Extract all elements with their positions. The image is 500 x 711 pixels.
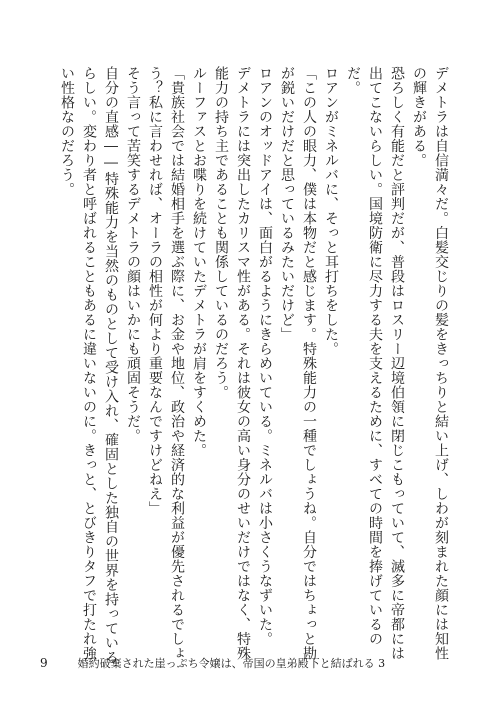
page-footer <box>40 655 385 671</box>
running-title: 婚約破棄された崖っぷち令嬢は、帝国の皇弟殿下と結ばれる 3 <box>77 657 386 670</box>
paragraph: ルーファスとお喋りを続けていたデメトラが肩をすくめた。 <box>191 66 207 458</box>
paragraph: そう言って苦笑するデメトラの顔はいかにも頑固そうだ。 <box>125 66 141 443</box>
paragraph: デメトラは自信満々だ。白髪交じりの髪をきっちりと結い上げ、しわが刻まれた顔には知性の輝きがある。 <box>411 66 449 661</box>
paragraph: 「この人の眼力、僕は本物だと感じます。特殊能力の一種でしょうね。自分ではちょっと勘が鋭いだけだと思っているみたいだけど」 <box>279 66 317 661</box>
paragraph: ロアンのオッドアイは、面白がるようにきらめいている。ミネルバは小さくうなずいた。 <box>257 66 273 646</box>
paragraph: 恐ろしく有能だと評判だが、普段はロスリー辺境伯領に閉じこもっていて、滅多に帝都には出てこないらしい。国境防衛に尽力する夫を支えるために、すべての時間を捧げているのだ。 <box>345 66 405 661</box>
body-text <box>32 66 452 666</box>
paragraph: 自分の直感――特殊能力を当然のものとして受け入れ、確固とした独自の世界を持っているらしい。変わり者と呼ばれることもあるに違いないのに。きっと、とびきりタフで打たれ強い性格なのだろう。 <box>59 66 119 665</box>
paragraph: ロアンがミネルバに、そっと耳打ちをした。 <box>323 66 339 356</box>
paragraph: デメトラには突出したカリスマ性がある。それは彼女の高い身分のせいだけではなく、特殊能力の持ち主であることも関係しているのだろう。 <box>213 66 251 661</box>
page-number: 9 <box>40 656 48 670</box>
paragraph: 「貴族社会では結婚相手を選ぶ際に、お金や地位、政治や経済的な利益が優先されるでしょう？私に言わせれば、オーラの相性が何より重要なんですけどねえ」 <box>147 66 185 661</box>
